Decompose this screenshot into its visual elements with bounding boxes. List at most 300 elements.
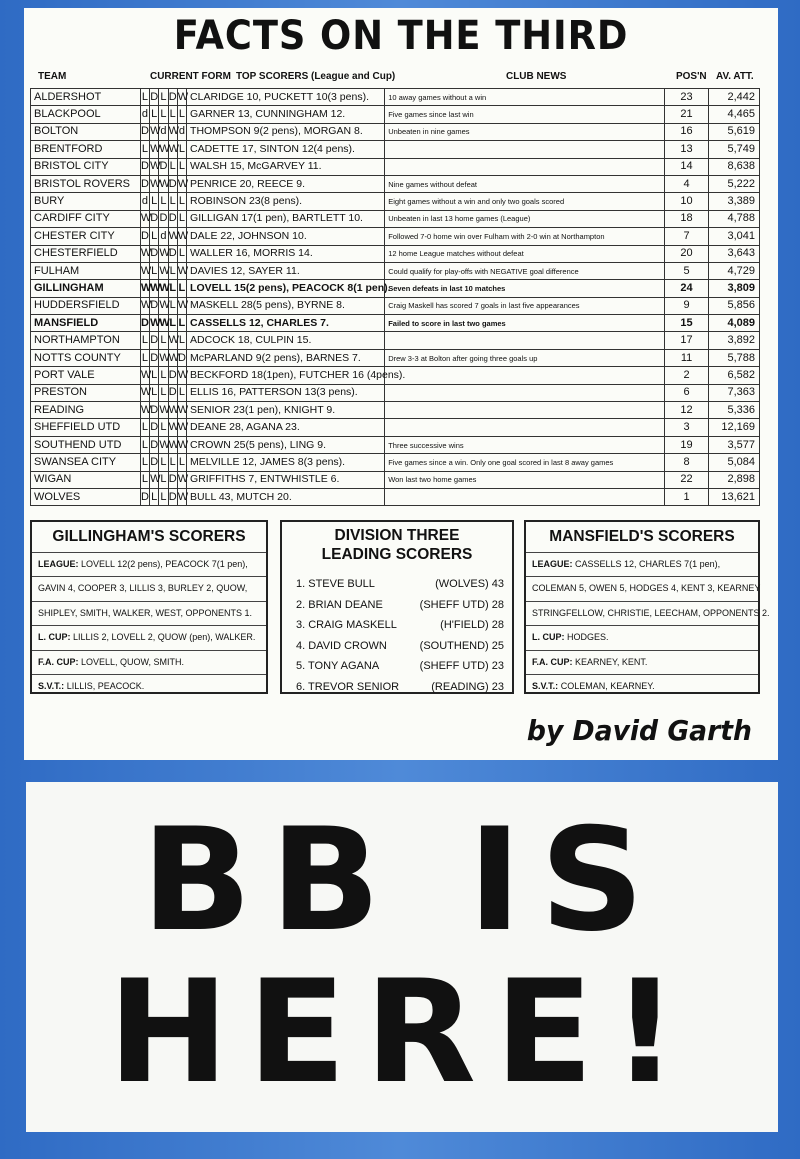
form-result: L: [150, 367, 159, 384]
club-news: [385, 158, 665, 175]
average-attendance: 3,643: [708, 245, 759, 262]
advert-panel: [26, 782, 778, 1132]
league-position: 19: [665, 436, 708, 453]
author-byline: by David Garth: [527, 714, 753, 747]
team-name: SHEFFIELD UTD: [31, 419, 141, 436]
form-result: W: [150, 471, 159, 488]
form-result: L: [150, 262, 159, 279]
average-attendance: 2,898: [708, 471, 759, 488]
competition-label: L. CUP:: [532, 632, 565, 643]
competition-label: LEAGUE:: [532, 559, 573, 569]
form-result: L: [159, 106, 168, 123]
form-result: L: [140, 89, 149, 106]
form-result: D: [177, 349, 186, 366]
form-result: d: [159, 228, 168, 245]
club-news: Nine games without defeat: [385, 175, 665, 192]
form-result: D: [150, 454, 159, 471]
table-row: [31, 488, 760, 505]
form-result: D: [159, 158, 168, 175]
average-attendance: 3,389: [708, 193, 759, 210]
form-result: L: [150, 106, 159, 123]
form-result: L: [168, 193, 177, 210]
form-result: D: [140, 158, 149, 175]
average-attendance: 5,222: [708, 175, 759, 192]
top-scorers: WALSH 15, McGARVEY 11.: [187, 158, 385, 175]
form-result: D: [150, 210, 159, 227]
table-row: [31, 454, 760, 471]
scorer-list: STRINGFELLOW, CHRISTIE, LEECHAM, OPPONENTS 2.: [532, 607, 770, 618]
form-result: W: [150, 158, 159, 175]
form-result: W: [159, 349, 168, 366]
form-result: L: [159, 193, 168, 210]
news-column-header: CLUB NEWS: [506, 70, 567, 82]
scorer-list: SHIPLEY, SMITH, WALKER, WEST, OPPONENTS 1.: [38, 607, 253, 618]
top-scorers: ROBINSON 23(8 pens).: [187, 193, 385, 210]
form-result: W: [159, 280, 168, 297]
form-result: W: [140, 262, 149, 279]
league-position: 24: [665, 280, 708, 297]
average-attendance: 5,749: [708, 141, 759, 158]
form-column-header: CURRENT FORM: [150, 70, 231, 82]
form-result: D: [168, 384, 177, 401]
top-scorers: MASKELL 28(5 pens), BYRNE 8.: [187, 297, 385, 314]
form-result: D: [168, 488, 177, 505]
form-result: W: [168, 123, 177, 140]
form-result: d: [177, 123, 186, 140]
team-name: GILLINGHAM: [31, 280, 141, 297]
table-row: [31, 210, 760, 227]
player-club-goals: (SHEFF UTD) 28: [419, 598, 504, 611]
scorer-row: [32, 576, 266, 600]
player-club-goals: (H'FIELD) 28: [440, 619, 504, 632]
team-name: BRISTOL CITY: [31, 158, 141, 175]
form-result: L: [159, 332, 168, 349]
competition-label: L. CUP:: [38, 632, 71, 643]
table-row: [31, 315, 760, 332]
top-scorers: PENRICE 20, REECE 9.: [187, 175, 385, 192]
team-name: BURY: [31, 193, 141, 210]
form-result: W: [140, 367, 149, 384]
top-scorers: CROWN 25(5 pens), LING 9.: [187, 436, 385, 453]
top-scorers: GARNER 13, CUNNINGHAM 12.: [187, 106, 385, 123]
table-row: [31, 123, 760, 140]
form-result: D: [168, 471, 177, 488]
league-position: 3: [665, 419, 708, 436]
league-position: 14: [665, 158, 708, 175]
average-attendance: 5,336: [708, 402, 759, 419]
scorer-list: GAVIN 4, COOPER 3, LILLIS 3, BURLEY 2, QUOW,: [38, 583, 248, 594]
form-result: W: [177, 488, 186, 505]
average-attendance: 3,809: [708, 280, 759, 297]
form-result: L: [159, 419, 168, 436]
form-result: L: [159, 471, 168, 488]
club-news: [385, 488, 665, 505]
form-result: L: [168, 454, 177, 471]
club-news: Unbeaten in nine games: [385, 123, 665, 140]
table-row: [31, 349, 760, 366]
form-result: W: [150, 315, 159, 332]
form-result: W: [150, 123, 159, 140]
facts-panel: [24, 8, 778, 760]
team-name: PRESTON: [31, 384, 141, 401]
league-position: 17: [665, 332, 708, 349]
mansfield-scorers-box: [524, 520, 770, 694]
team-column-header: TEAM: [38, 70, 67, 82]
form-result: L: [159, 384, 168, 401]
league-position: 22: [665, 471, 708, 488]
top-scorers: LOVELL 15(2 pens), PEACOCK 8(1 pen).: [187, 280, 385, 297]
form-result: W: [177, 436, 186, 453]
club-news: Seven defeats in last 10 matches: [385, 280, 665, 297]
competition-label: F.A. CUP:: [38, 656, 79, 667]
team-name: BRISTOL ROVERS: [31, 175, 141, 192]
form-result: L: [177, 332, 186, 349]
table-row: [31, 471, 760, 488]
league-position: 21: [665, 106, 708, 123]
form-result: L: [177, 245, 186, 262]
division-title-line2: LEADING SCORERS: [321, 546, 473, 563]
form-result: D: [168, 89, 177, 106]
form-result: d: [159, 123, 168, 140]
form-result: D: [150, 436, 159, 453]
form-result: L: [140, 349, 149, 366]
form-result: D: [150, 297, 159, 314]
scorer-row: [32, 650, 266, 674]
scorer-row: [526, 650, 758, 674]
league-position: 18: [665, 210, 708, 227]
form-result: L: [177, 280, 186, 297]
team-name: HUDDERSFIELD: [31, 297, 141, 314]
form-result: D: [168, 245, 177, 262]
top-scorers: DALE 22, JOHNSON 10.: [187, 228, 385, 245]
top-scorers: CASSELLS 12, CHARLES 7.: [187, 315, 385, 332]
table-row: [31, 89, 760, 106]
form-result: D: [150, 332, 159, 349]
table-row: [31, 158, 760, 175]
advert-line-1: BB IS: [141, 798, 663, 963]
team-name: CHESTERFIELD: [31, 245, 141, 262]
form-result: L: [159, 454, 168, 471]
average-attendance: 3,041: [708, 228, 759, 245]
club-news: Drew 3-3 at Bolton after going three goals up: [385, 349, 665, 366]
player-name: 2. BRIAN DEANE: [296, 598, 383, 611]
form-result: L: [150, 193, 159, 210]
player-name: 5. TONY AGANA: [296, 660, 380, 673]
division-title-line1: DIVISION THREE: [334, 527, 460, 544]
club-news: [385, 419, 665, 436]
form-result: D: [168, 367, 177, 384]
club-news: Craig Maskell has scored 7 goals in last five appearances: [385, 297, 665, 314]
form-result: W: [140, 297, 149, 314]
table-row: [31, 402, 760, 419]
club-news: Five games since a win. Only one goal scored in last 8 away games: [385, 454, 665, 471]
team-name: ALDERSHOT: [31, 89, 141, 106]
form-result: L: [168, 315, 177, 332]
player-name: 4. DAVID CROWN: [296, 639, 387, 652]
average-attendance: 8,638: [708, 158, 759, 175]
form-result: L: [159, 367, 168, 384]
form-result: W: [177, 89, 186, 106]
form-result: L: [150, 384, 159, 401]
form-result: L: [140, 141, 149, 158]
scorer-list: KEARNEY, KENT.: [575, 656, 648, 667]
form-result: W: [159, 297, 168, 314]
club-news: [385, 332, 665, 349]
scorer-list: LILLIS 2, LOVELL 2, QUOW (pen), WALKER.: [73, 632, 256, 643]
form-result: W: [140, 280, 149, 297]
team-name: CARDIFF CITY: [31, 210, 141, 227]
scorer-row: [526, 552, 758, 576]
league-position: 4: [665, 175, 708, 192]
form-result: L: [177, 141, 186, 158]
top-scorers: DEANE 28, AGANA 23.: [187, 419, 385, 436]
team-name: MANSFIELD: [31, 315, 141, 332]
scorers-column-header: TOP SCORERS (League and Cup): [236, 70, 396, 82]
table-row: [31, 332, 760, 349]
form-result: L: [140, 454, 149, 471]
league-position: 13: [665, 141, 708, 158]
top-scorers: CLARIDGE 10, PUCKETT 10(3 pens).: [187, 89, 385, 106]
form-result: L: [177, 158, 186, 175]
team-name: NORTHAMPTON: [31, 332, 141, 349]
team-name: BRENTFORD: [31, 141, 141, 158]
top-scorers: GILLIGAN 17(1 pen), BARTLETT 10.: [187, 210, 385, 227]
form-result: D: [168, 175, 177, 192]
form-result: W: [168, 419, 177, 436]
form-result: W: [140, 245, 149, 262]
league-position: 12: [665, 402, 708, 419]
scorer-list: COLEMAN 5, OWEN 5, HODGES 4, KENT 3, KEARNEY: [532, 583, 761, 594]
facts-table: [30, 88, 760, 506]
form-result: D: [140, 175, 149, 192]
team-name: WIGAN: [31, 471, 141, 488]
form-result: W: [177, 471, 186, 488]
scorer-list: LOVELL, QUOW, SMITH.: [81, 656, 185, 667]
form-result: W: [159, 245, 168, 262]
team-name: CHESTER CITY: [31, 228, 141, 245]
table-row: [31, 228, 760, 245]
team-name: PORT VALE: [31, 367, 141, 384]
table-row: [31, 280, 760, 297]
form-result: W: [177, 228, 186, 245]
gillingham-scorers-box: [30, 520, 268, 694]
scorer-row: [32, 674, 266, 698]
table-row: [31, 106, 760, 123]
form-result: W: [177, 402, 186, 419]
average-attendance: 4,788: [708, 210, 759, 227]
form-result: L: [150, 488, 159, 505]
competition-label: S.V.T.:: [532, 680, 559, 691]
form-result: L: [177, 106, 186, 123]
list-item: [296, 574, 504, 595]
division-leading-scorers-box: [280, 520, 514, 694]
club-news: Eight games without a win and only two goals scored: [385, 193, 665, 210]
list-item: [296, 677, 504, 698]
form-result: W: [168, 436, 177, 453]
competition-label: F.A. CUP:: [532, 656, 573, 667]
league-position: 8: [665, 454, 708, 471]
league-position: 10: [665, 193, 708, 210]
team-name: FULHAM: [31, 262, 141, 279]
league-position: 9: [665, 297, 708, 314]
form-result: W: [150, 175, 159, 192]
form-result: L: [159, 488, 168, 505]
team-name: BOLTON: [31, 123, 141, 140]
league-position: 7: [665, 228, 708, 245]
player-name: 1. STEVE BULL: [296, 578, 375, 590]
player-club-goals: (SHEFF UTD) 23: [419, 660, 504, 673]
average-attendance: 3,892: [708, 332, 759, 349]
average-attendance: 4,089: [708, 315, 759, 332]
form-result: D: [168, 210, 177, 227]
league-position: 11: [665, 349, 708, 366]
player-name: 6. TREVOR SENIOR: [296, 680, 400, 693]
form-result: W: [159, 175, 168, 192]
top-scorers: DAVIES 12, SAYER 11.: [187, 262, 385, 279]
form-result: L: [168, 262, 177, 279]
average-attendance: 2,442: [708, 89, 759, 106]
gillingham-scorers-title: GILLINGHAM'S SCORERS: [52, 528, 246, 545]
form-result: W: [159, 402, 168, 419]
club-news: Five games since last win: [385, 106, 665, 123]
form-result: L: [168, 106, 177, 123]
page-title: FACTS ON THE THIRD: [173, 13, 629, 59]
table-row: [31, 175, 760, 192]
club-news: Could qualify for play-offs with NEGATIVE goal difference: [385, 262, 665, 279]
team-name: READING: [31, 402, 141, 419]
form-result: W: [168, 332, 177, 349]
competition-label: LEAGUE:: [38, 559, 79, 569]
form-result: L: [168, 297, 177, 314]
form-result: L: [159, 89, 168, 106]
form-result: W: [150, 141, 159, 158]
league-position: 23: [665, 89, 708, 106]
position-column-header: POS'N: [676, 70, 707, 82]
form-result: W: [177, 367, 186, 384]
team-name: NOTTS COUNTY: [31, 349, 141, 366]
average-attendance: 5,619: [708, 123, 759, 140]
form-result: L: [150, 228, 159, 245]
form-result: D: [150, 89, 159, 106]
list-item: [296, 656, 504, 677]
form-result: W: [168, 228, 177, 245]
form-result: d: [140, 106, 149, 123]
team-name: BLACKPOOL: [31, 106, 141, 123]
scorer-row: [526, 576, 761, 600]
form-result: L: [140, 436, 149, 453]
form-result: L: [140, 419, 149, 436]
average-attendance: 7,363: [708, 384, 759, 401]
division-scorers-title: [282, 522, 512, 564]
table-row: [31, 419, 760, 436]
top-scorers: BULL 43, MUTCH 20.: [187, 488, 385, 505]
club-news: 12 home League matches without defeat: [385, 245, 665, 262]
club-news: Failed to score in last two games: [385, 315, 665, 332]
top-scorers: BECKFORD 18(1pen), FUTCHER 16 (4pens).: [187, 367, 385, 384]
form-result: D: [140, 488, 149, 505]
form-result: W: [159, 436, 168, 453]
table-row: [31, 245, 760, 262]
club-news: [385, 367, 665, 384]
player-club-goals: (READING) 23: [431, 680, 504, 693]
scorer-row: [526, 625, 758, 649]
form-result: L: [168, 280, 177, 297]
top-scorers: McPARLAND 9(2 pens), BARNES 7.: [187, 349, 385, 366]
form-result: W: [140, 402, 149, 419]
scorer-row: [32, 625, 266, 649]
average-attendance: 6,582: [708, 367, 759, 384]
form-result: W: [168, 402, 177, 419]
competition-label: S.V.T.:: [38, 680, 65, 691]
table-row: [31, 367, 760, 384]
form-result: L: [177, 315, 186, 332]
form-result: W: [140, 210, 149, 227]
average-attendance: 4,465: [708, 106, 759, 123]
club-news: [385, 141, 665, 158]
form-result: D: [140, 228, 149, 245]
league-position: 15: [665, 315, 708, 332]
form-result: W: [159, 315, 168, 332]
form-result: L: [177, 384, 186, 401]
scorer-list: LILLIS, PEACOCK.: [66, 680, 145, 691]
top-scorers: ADCOCK 18, CULPIN 15.: [187, 332, 385, 349]
form-result: W: [159, 262, 168, 279]
form-result: W: [159, 141, 168, 158]
top-scorers: SENIOR 23(1 pen), KNIGHT 9.: [187, 402, 385, 419]
top-scorers: GRIFFITHS 7, ENTWHISTLE 6.: [187, 471, 385, 488]
team-name: WOLVES: [31, 488, 141, 505]
form-result: D: [150, 349, 159, 366]
club-news: Followed 7-0 home win over Fulham with 2-0 win at Northampton: [385, 228, 665, 245]
league-position: 5: [665, 262, 708, 279]
league-position: 6: [665, 384, 708, 401]
scorer-row: [526, 674, 758, 698]
form-result: W: [168, 141, 177, 158]
table-row: [31, 297, 760, 314]
mansfield-scorers-title: MANSFIELD'S SCORERS: [549, 528, 735, 545]
table-row: [31, 262, 760, 279]
form-result: D: [140, 123, 149, 140]
form-result: L: [140, 471, 149, 488]
form-result: L: [168, 158, 177, 175]
scorer-list: HODGES.: [567, 632, 609, 643]
form-result: W: [177, 262, 186, 279]
league-position: 20: [665, 245, 708, 262]
table-row: [31, 436, 760, 453]
scorer-row: [32, 601, 266, 625]
top-scorers: WALLER 16, MORRIS 14.: [187, 245, 385, 262]
club-news: 10 away games without a win: [385, 89, 665, 106]
average-attendance: 5,856: [708, 297, 759, 314]
average-attendance: 12,169: [708, 419, 759, 436]
form-result: D: [150, 419, 159, 436]
table-row: [31, 193, 760, 210]
player-club-goals: (SOUTHEND) 25: [419, 639, 504, 652]
table-row: [31, 384, 760, 401]
scorer-row: [526, 601, 770, 625]
form-result: L: [140, 332, 149, 349]
top-scorers: CADETTE 17, SINTON 12(4 pens).: [187, 141, 385, 158]
form-result: D: [140, 315, 149, 332]
list-item: [296, 615, 504, 636]
team-name: SOUTHEND UTD: [31, 436, 141, 453]
attendance-column-header: AV. ATT.: [716, 70, 754, 82]
form-result: L: [177, 210, 186, 227]
player-name: 3. CRAIG MASKELL: [296, 619, 397, 632]
top-scorers: ELLIS 16, PATTERSON 13(3 pens).: [187, 384, 385, 401]
average-attendance: 5,084: [708, 454, 759, 471]
form-result: d: [140, 193, 149, 210]
